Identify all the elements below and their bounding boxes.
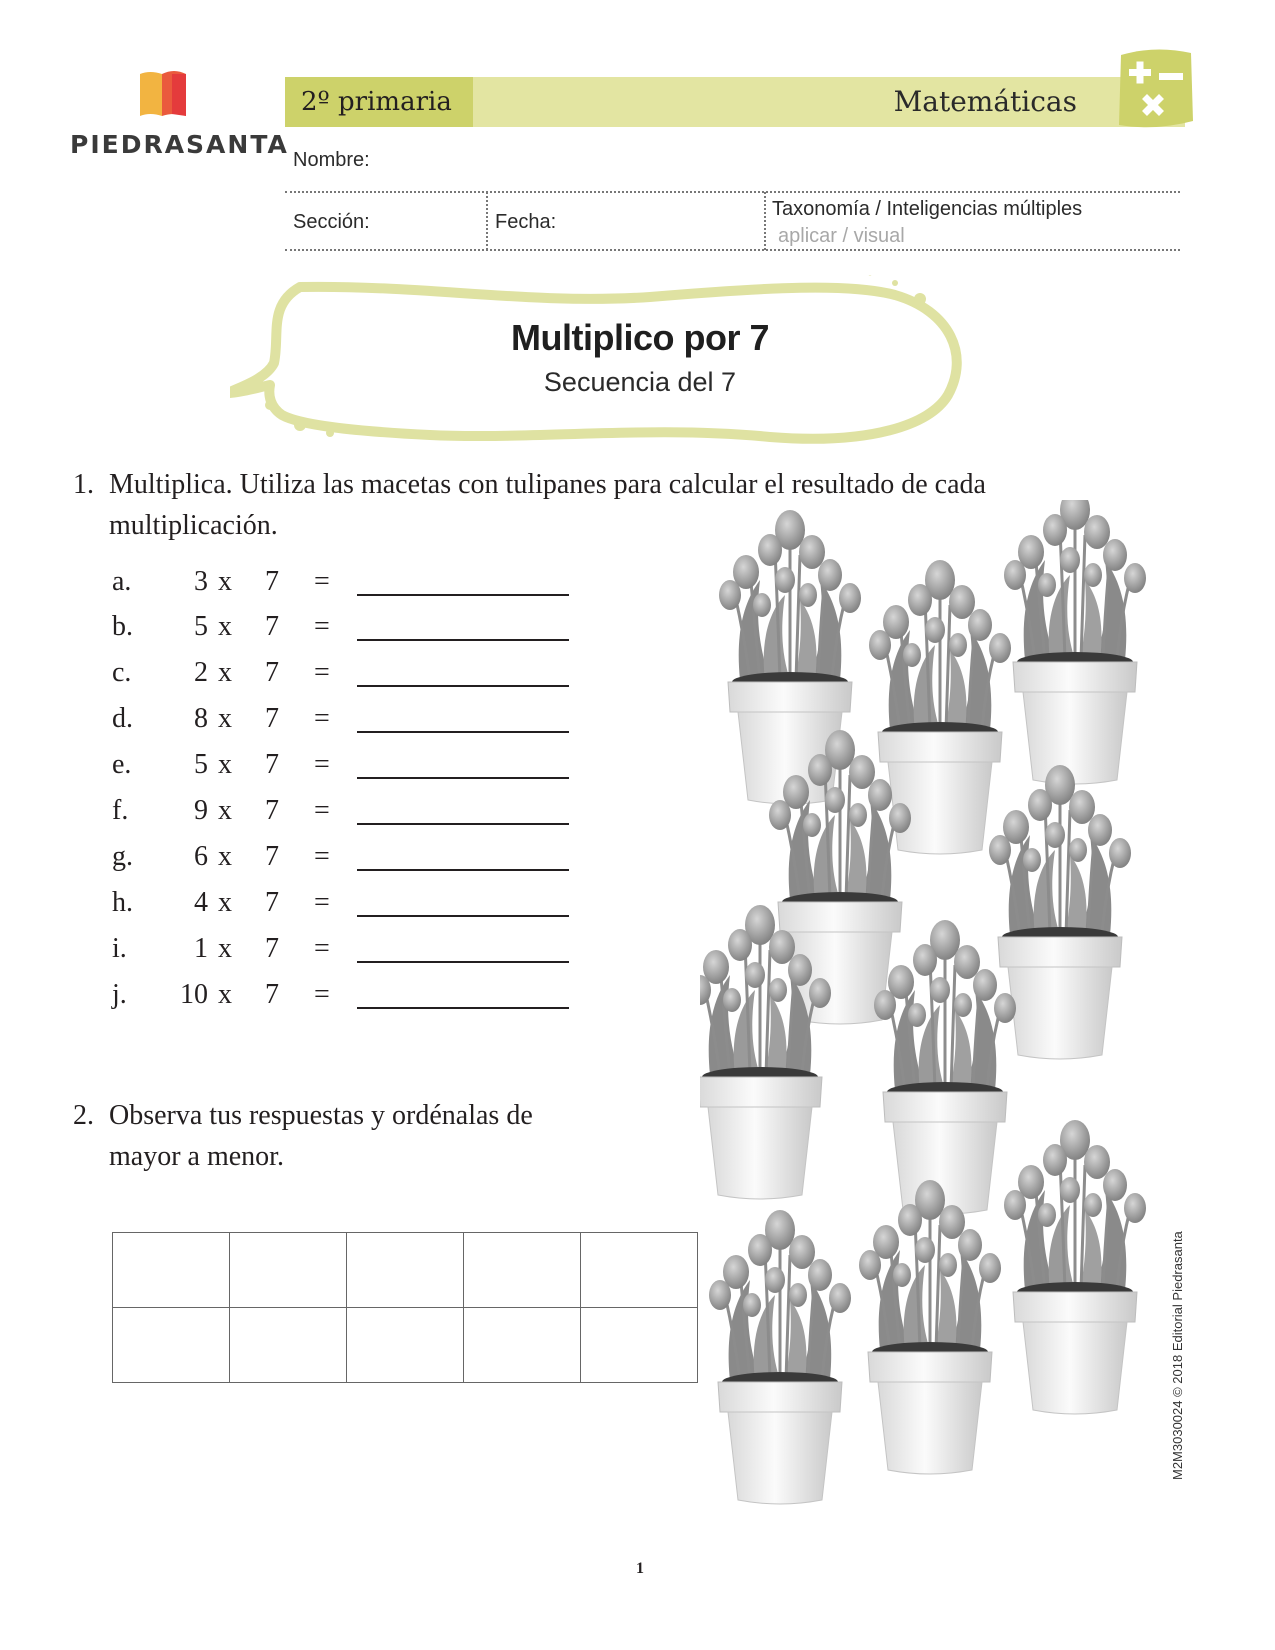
subject-label: Matemáticas [893, 85, 1077, 118]
question-number: 1. [73, 469, 94, 500]
times-sign: x [218, 933, 232, 964]
factor: 5 [194, 749, 208, 780]
factor: 7 [265, 795, 279, 826]
factor: 9 [194, 795, 208, 826]
times-sign: x [218, 566, 232, 597]
section-field-label: Sección: [293, 211, 370, 233]
times-sign: x [218, 611, 232, 642]
divider [764, 192, 766, 250]
grade-label: 2º primaria [285, 77, 473, 127]
times-sign: x [218, 841, 232, 872]
taxonomy-value: aplicar / visual [778, 225, 905, 247]
item-letter: f. [112, 795, 129, 826]
times-sign: x [218, 979, 232, 1010]
answer-blank[interactable] [357, 961, 569, 963]
factor: 7 [265, 979, 279, 1010]
equals-sign: = [314, 703, 330, 734]
times-sign: x [218, 749, 232, 780]
answer-blank[interactable] [357, 1007, 569, 1009]
exercise-row [112, 933, 582, 973]
times-sign: x [218, 703, 232, 734]
divider [285, 249, 1180, 251]
exercise-row [112, 795, 582, 835]
question-text: mayor a menor. [109, 1141, 284, 1172]
item-letter: e. [112, 749, 132, 780]
grid-cell[interactable] [347, 1233, 464, 1308]
grid-cell[interactable] [347, 1308, 464, 1383]
item-letter: i. [112, 933, 127, 964]
item-letter: d. [112, 703, 133, 734]
math-operators-icon [1115, 47, 1195, 135]
factor: 7 [265, 657, 279, 688]
answer-blank[interactable] [357, 777, 569, 779]
taxonomy-label: Taxonomía / Inteligencias múltiples [772, 198, 1083, 220]
equals-sign: = [314, 566, 330, 597]
equals-sign: = [314, 749, 330, 780]
times-sign: x [218, 887, 232, 918]
factor: 7 [265, 566, 279, 597]
divider [486, 192, 488, 250]
factor: 7 [265, 749, 279, 780]
factor: 2 [194, 657, 208, 688]
item-letter: j. [112, 979, 127, 1010]
tulip-pots-illustration [700, 500, 1200, 1560]
factor: 6 [194, 841, 208, 872]
equals-sign: = [314, 795, 330, 826]
item-letter: c. [112, 657, 132, 688]
equals-sign: = [314, 657, 330, 688]
item-letter: g. [112, 841, 133, 872]
divider [285, 191, 1180, 193]
grid-cell[interactable] [230, 1308, 347, 1383]
date-field-label: Fecha: [495, 211, 557, 233]
page-number: 1 [636, 1560, 644, 1577]
answer-blank[interactable] [357, 823, 569, 825]
factor: 7 [265, 841, 279, 872]
question-text: Observa tus respuestas y ordénalas de [109, 1100, 533, 1131]
brand-name: PIEDRASANTA [70, 130, 289, 159]
question-text: multiplicación. [109, 510, 278, 541]
answer-grid [112, 1232, 698, 1383]
answer-blank[interactable] [357, 731, 569, 733]
grid-row [113, 1308, 698, 1383]
grid-cell[interactable] [230, 1233, 347, 1308]
page-title: Multiplico por 7 [511, 317, 769, 358]
item-letter: a. [112, 566, 132, 597]
equals-sign: = [314, 887, 330, 918]
factor: 5 [194, 611, 208, 642]
equals-sign: = [314, 611, 330, 642]
times-sign: x [218, 657, 232, 688]
factor: 7 [265, 611, 279, 642]
exercise-row [112, 657, 582, 697]
title-bubble [230, 275, 990, 455]
answer-blank[interactable] [357, 594, 569, 596]
factor: 8 [194, 703, 208, 734]
page-subtitle: Secuencia del 7 [543, 367, 737, 397]
grid-cell[interactable] [113, 1233, 230, 1308]
exercise-row [112, 703, 582, 743]
exercise-row [112, 566, 582, 606]
grid-row [113, 1233, 698, 1308]
exercise-row [112, 887, 582, 927]
grid-cell[interactable] [464, 1233, 581, 1308]
exercise-row [112, 749, 582, 789]
name-field-label: Nombre: [293, 149, 370, 171]
exercise-row [112, 611, 582, 651]
exercise-row [112, 841, 582, 881]
factor: 7 [265, 703, 279, 734]
factor: 4 [194, 887, 208, 918]
factor: 1 [194, 933, 208, 964]
grid-cell[interactable] [581, 1233, 698, 1308]
answer-blank[interactable] [357, 685, 569, 687]
factor: 3 [194, 566, 208, 597]
times-sign: x [218, 795, 232, 826]
factor: 7 [265, 933, 279, 964]
factor: 10 [180, 979, 208, 1010]
exercise-row [112, 979, 582, 1019]
question-2 [73, 1095, 633, 1177]
equals-sign: = [314, 933, 330, 964]
question-number: 2. [73, 1100, 94, 1131]
factor: 7 [265, 887, 279, 918]
answer-blank[interactable] [357, 869, 569, 871]
equals-sign: = [314, 979, 330, 1010]
answer-blank[interactable] [357, 639, 569, 641]
equals-sign: = [314, 841, 330, 872]
grid-cell[interactable] [113, 1308, 230, 1383]
item-letter: h. [112, 887, 133, 918]
grid-cell[interactable] [581, 1308, 698, 1383]
question-text: Multiplica. Utiliza las macetas con tulipanes para calcular el resultado de cada [109, 469, 986, 500]
item-letter: b. [112, 611, 133, 642]
copyright-note: M2M3030024 © 2018 Editorial Piedrasanta [1170, 1231, 1185, 1480]
answer-blank[interactable] [357, 915, 569, 917]
grid-cell[interactable] [464, 1308, 581, 1383]
